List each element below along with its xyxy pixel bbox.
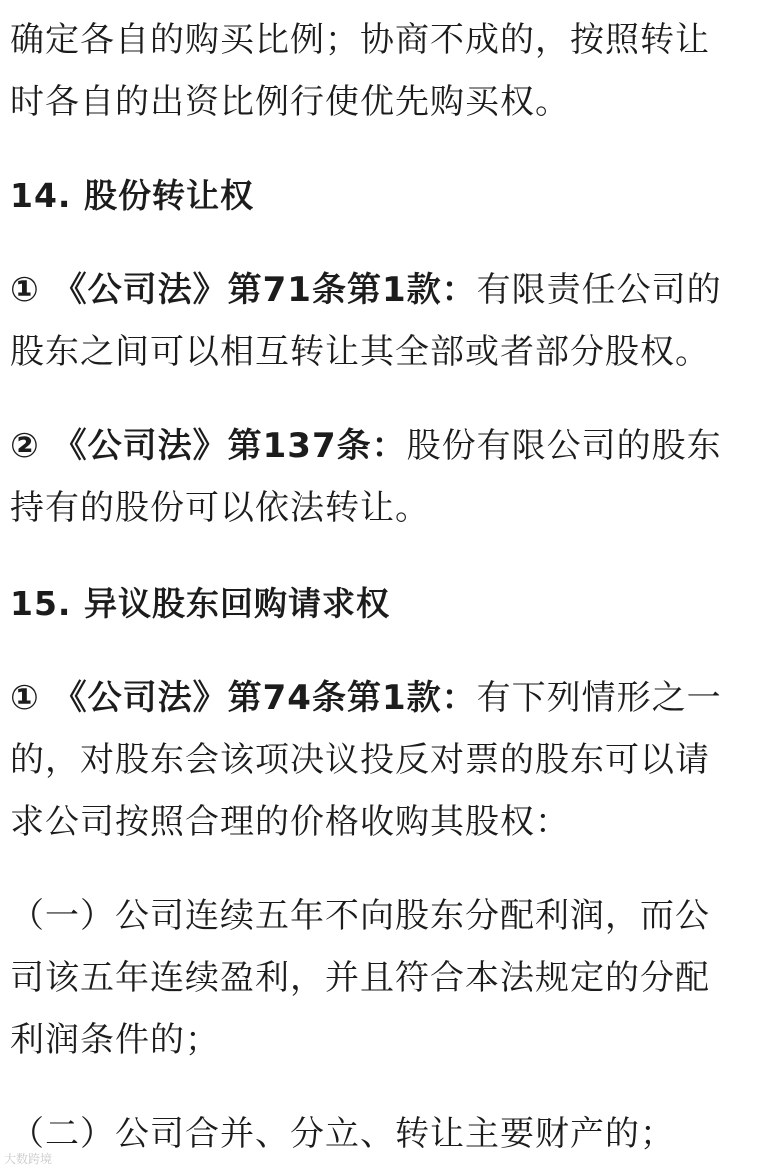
- paragraph-line: [10, 268, 722, 312]
- paragraph-line: 确定各自的购买比例；协商不成的，按照转让: [10, 20, 710, 60]
- paragraph-line: 时各自的出资比例行使优先购买权。: [10, 82, 570, 122]
- list-item-line: 司该五年连续盈利，并且符合本法规定的分配: [10, 958, 710, 998]
- paragraph-line: 的，对股东会该项决议投反对票的股东可以请: [10, 740, 710, 780]
- law-reference: ① 《公司法》第74条第1款：: [10, 678, 477, 718]
- law-reference: ① 《公司法》第71条第1款：: [10, 270, 477, 310]
- law-reference: ② 《公司法》第137条：: [10, 426, 407, 466]
- section-heading-14: 14. 股份转让权: [10, 176, 254, 215]
- paragraph-text: 有限责任公司的: [476, 270, 722, 310]
- list-item-line: （二）公司合并、分立、转让主要财产的；: [10, 1114, 675, 1154]
- paragraph-text: 有下列情形之一: [476, 678, 722, 718]
- paragraph-line: 持有的股份可以依法转让。: [10, 488, 430, 528]
- paragraph-text: 股份有限公司的股东: [406, 426, 722, 466]
- list-item-line: 利润条件的；: [10, 1020, 220, 1060]
- paragraph-line: [10, 424, 722, 468]
- paragraph-line: 股东之间可以相互转让其全部或者部分股权。: [10, 332, 710, 372]
- paragraph-line: [10, 676, 722, 720]
- paragraph-line: 求公司按照合理的价格收购其股权：: [10, 802, 570, 842]
- list-item-line: （一）公司连续五年不向股东分配利润，而公: [10, 896, 710, 936]
- section-heading-15: 15. 异议股东回购请求权: [10, 584, 390, 623]
- watermark: 大数跨境: [4, 1152, 53, 1166]
